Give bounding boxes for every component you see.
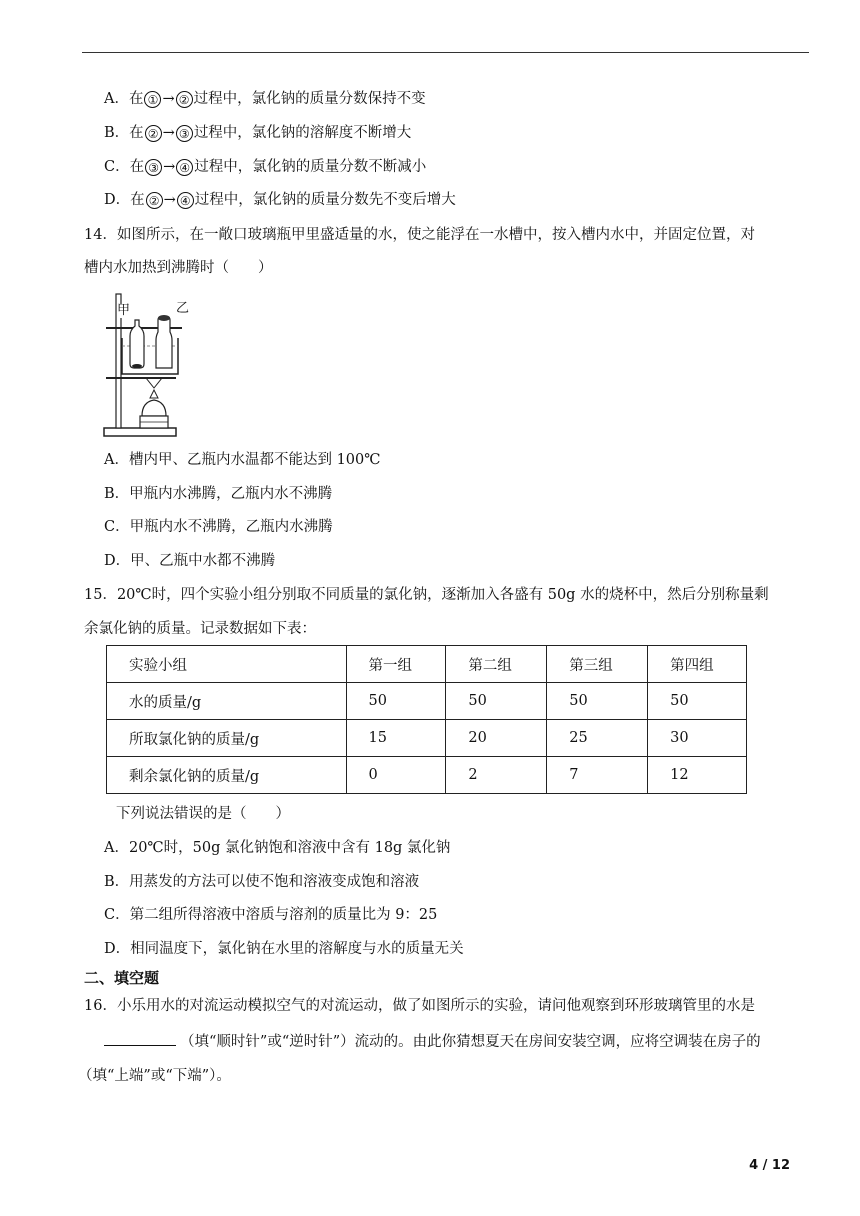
option-text: 过程中，氯化钠的溶解度不断增大: [193, 125, 412, 141]
circled-number: ②: [176, 91, 193, 108]
arrow: →: [162, 91, 175, 107]
table-cell: 50: [446, 683, 547, 720]
q14-option-a: A．槽内甲、乙瓶内水温都不能达到 100℃: [104, 452, 381, 468]
q16-line2-text: （填“顺时针”或“逆时针”）流动的。由此你猜想夏天在房间安装空调，应将空调装在房子的: [180, 1034, 761, 1050]
answer-blank[interactable]: [104, 1031, 176, 1046]
q14-stem-line1: 14．如图所示，在一敞口玻璃瓶甲里盛适量的水，使之能浮在一水槽中，按入槽内水中，并固定位置，对: [84, 227, 755, 243]
circled-number: ①: [144, 91, 161, 108]
label-yi: 乙: [176, 301, 190, 316]
q15-prompt: 下列说法错误的是（ ）: [116, 806, 290, 822]
option-prefix: D．在: [104, 192, 145, 208]
q15-option-c: C．第二组所得溶液中溶质与溶剂的质量比为 9：25: [104, 907, 438, 923]
option-prefix: B．在: [104, 125, 144, 141]
table-cell: 20: [446, 720, 547, 757]
q14-stem-line2: 槽内水加热到沸腾时（ ）: [84, 260, 273, 276]
table-cell: 2: [446, 757, 547, 794]
table-cell: 12: [648, 757, 747, 794]
table-cell: 15: [346, 720, 446, 757]
table-cell: 剩余氯化钠的质量/g: [107, 757, 347, 794]
circled-number: ④: [176, 159, 193, 176]
q13-option-c: [104, 157, 426, 177]
header-rule: [82, 52, 809, 53]
table-cell: 所取氯化钠的质量/g: [107, 720, 347, 757]
table-header-row: [107, 646, 747, 683]
arrow: →: [163, 192, 176, 208]
table-cell: 0: [346, 757, 446, 794]
circled-number: ③: [176, 125, 193, 142]
q15-stem-line1: 15．20℃时，四个实验小组分别取不同质量的氯化钠，逐渐加入各盛有 50g 水的烧杯中，然后分别称量剩: [84, 587, 769, 603]
table-cell: 25: [547, 720, 648, 757]
option-prefix: A．在: [104, 91, 144, 107]
q14-option-b: B．甲瓶内水沸腾，乙瓶内水不沸腾: [104, 486, 333, 502]
q16-line3: （填“上端”或“下端”）。: [78, 1068, 231, 1084]
q16-line1: 16．小乐用水的对流运动模拟空气的对流运动，做了如图所示的实验，请问他观察到环形玻璃管里的水是: [84, 998, 755, 1014]
label-jia: 甲: [117, 303, 131, 318]
q15-option-a: A．20℃时，50g 氯化钠饱和溶液中含有 18g 氯化钠: [104, 840, 451, 856]
table-header-cell: 第一组: [346, 646, 446, 683]
q15-option-d: D．相同温度下，氯化钠在水里的溶解度与水的质量无关: [104, 941, 464, 957]
q13-option-b: [104, 123, 411, 143]
table-row: [107, 757, 747, 794]
circled-number: ④: [177, 192, 194, 209]
alcohol-burner: [142, 400, 166, 416]
circled-number: ②: [145, 125, 162, 142]
bottle-yi-stopper: [158, 315, 170, 321]
q14-figure: [102, 290, 192, 444]
q14-option-c: C．甲瓶内水不沸腾，乙瓶内水沸腾: [104, 519, 333, 535]
data-table: [106, 645, 747, 794]
table-cell: 7: [547, 757, 648, 794]
table-cell: 30: [648, 720, 747, 757]
option-text: 过程中，氯化钠的质量分数保持不变: [193, 91, 426, 107]
circled-number: ②: [146, 192, 163, 209]
table-header-cell: 第四组: [648, 646, 747, 683]
table-row: [107, 683, 747, 720]
bottle-jia-bottom: [132, 364, 142, 368]
q14-option-d: D．甲、乙瓶中水都不沸腾: [104, 553, 276, 569]
q13-option-a: [104, 89, 426, 109]
page-number: 4 / 12: [749, 1158, 790, 1173]
wire-gauze: [146, 378, 162, 388]
arrow: →: [162, 125, 175, 141]
option-text: 过程中，氯化钠的质量分数不断减小: [194, 159, 427, 175]
section-heading: 二、填空题: [84, 969, 160, 987]
table-cell: 50: [346, 683, 446, 720]
q15-option-b: B．用蒸发的方法可以使不饱和溶液变成饱和溶液: [104, 874, 420, 890]
table-header-cell: 第三组: [547, 646, 648, 683]
q16-line2: [104, 1031, 761, 1052]
arrow: →: [163, 159, 176, 175]
stand-base: [104, 428, 176, 436]
q15-stem-line2: 余氯化钠的质量。记录数据如下表：: [84, 621, 316, 637]
option-text: 过程中，氯化钠的质量分数先不变后增大: [194, 192, 456, 208]
table-header-cell: 实验小组: [107, 646, 347, 683]
table-cell: 水的质量/g: [107, 683, 347, 720]
flame-icon: [150, 390, 158, 398]
bottle-yi: [156, 316, 172, 368]
option-prefix: C．在: [104, 159, 145, 175]
table-header-cell: 第二组: [446, 646, 547, 683]
table-row: [107, 720, 747, 757]
table-cell: 50: [648, 683, 747, 720]
circled-number: ③: [145, 159, 162, 176]
q13-option-d: [104, 190, 456, 210]
table-cell: 50: [547, 683, 648, 720]
